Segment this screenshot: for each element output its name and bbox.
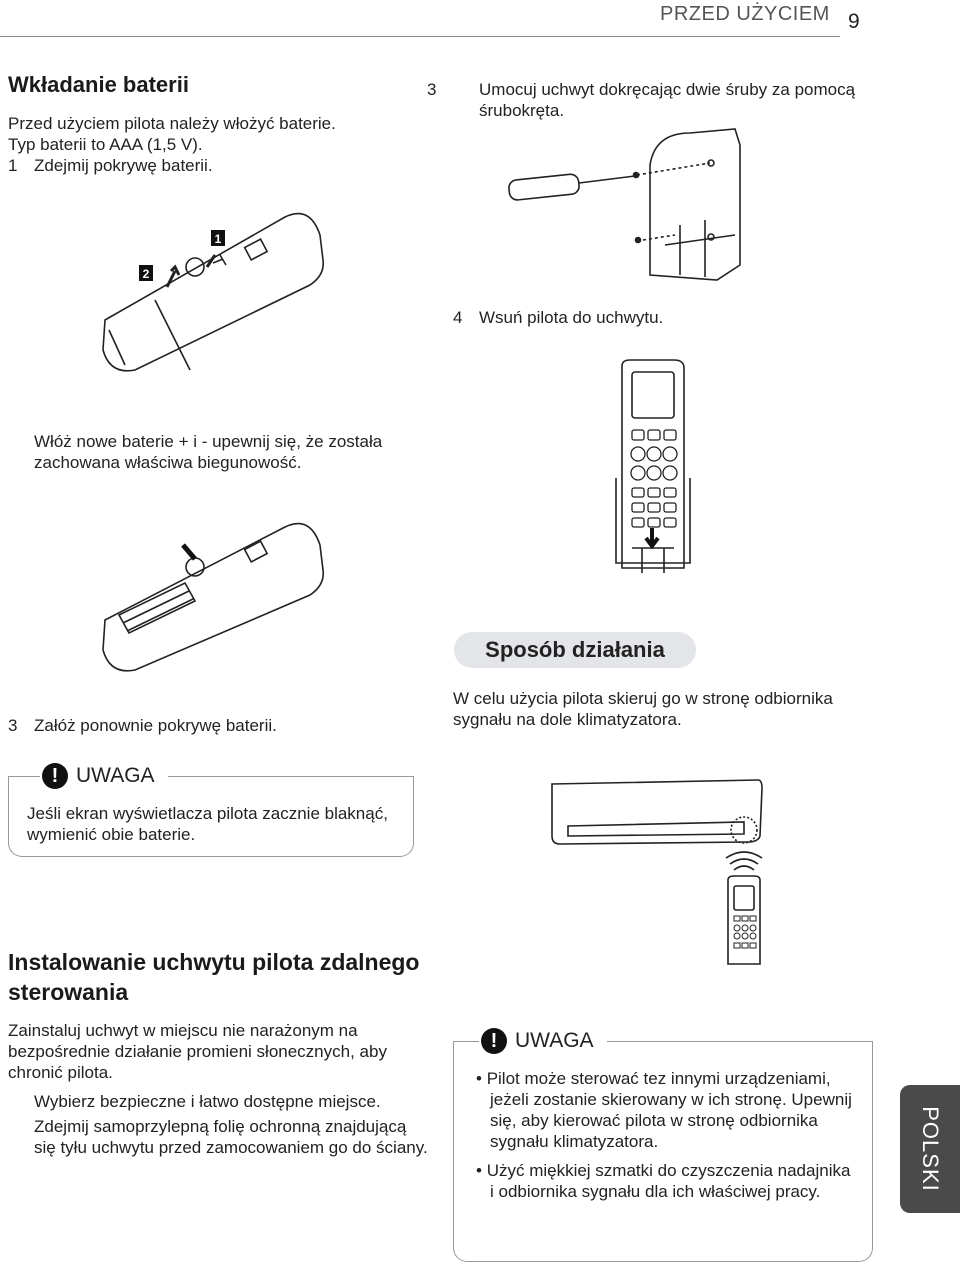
install-title: Instalowanie uchwytu pilota zdalnego sterowania bbox=[8, 949, 420, 1005]
battery-title: Wkładanie baterii bbox=[8, 72, 189, 97]
battery-step-3 bbox=[8, 715, 428, 736]
step-text: Wsuń pilota do uchwytu. bbox=[479, 308, 664, 327]
exclamation-icon: ! bbox=[42, 763, 68, 789]
remote-control-illustration bbox=[728, 876, 760, 964]
note-warning-1 bbox=[8, 763, 414, 857]
step-number bbox=[8, 1116, 34, 1137]
battery-intro bbox=[8, 113, 428, 176]
note-label: UWAGA bbox=[515, 1029, 594, 1052]
note-header bbox=[8, 763, 414, 791]
language-tab-label: POLSKI bbox=[918, 1106, 943, 1192]
step-number bbox=[8, 1091, 34, 1112]
step-label-1-text: 1 bbox=[214, 232, 222, 246]
holder-mount-illustration bbox=[505, 125, 765, 285]
note-warning-2 bbox=[453, 1028, 873, 1262]
step-number: 4 bbox=[453, 308, 463, 327]
note-body bbox=[453, 1042, 873, 1262]
step-number: 3 bbox=[427, 80, 437, 99]
install-step-1 bbox=[8, 1091, 428, 1112]
step-text: Załóż ponownie pokrywę baterii. bbox=[34, 716, 277, 735]
arrow-up-icon bbox=[167, 267, 179, 287]
operation-text: W celu użycia pilota skieruj go w stronę odbiornika sygnału na dole klimatyzatora. bbox=[453, 689, 833, 729]
note-bullet: • Pilot może sterować tez innymi urządzeniami, jeżeli zostanie skierowany w ich stronę. Upewnij się, aby kierować pilota w stronę odbiornika sygnału klimatyzatora. bbox=[476, 1069, 852, 1151]
note-text: Jeśli ekran wyświetlacza pilota zacznie blaknąć, wymienić obie baterie. bbox=[27, 804, 388, 844]
step-number: 1 bbox=[8, 156, 18, 175]
remote-in-holder-illustration bbox=[612, 358, 702, 580]
step-number bbox=[8, 431, 34, 452]
air-conditioner-scene-illustration bbox=[548, 778, 778, 968]
step-text: Włóż nowe baterie + i - upewnij się, że została zachowana właściwa biegunowość. bbox=[34, 432, 383, 472]
wireless-signal-icon bbox=[726, 852, 762, 870]
holder-step-4 bbox=[453, 307, 853, 328]
step-text: Zdejmij pokrywę baterii. bbox=[34, 156, 213, 175]
note-bullet-list bbox=[476, 1068, 858, 1202]
holder-step-3 bbox=[427, 79, 879, 121]
install-step-2 bbox=[8, 1116, 428, 1158]
screwdriver-illustration bbox=[508, 174, 635, 201]
step-text: Wybierz bezpieczne i łatwo dostępne miejsce. bbox=[34, 1092, 381, 1111]
install-intro: Zainstaluj uchwyt w miejscu nie narażonym na bezpośrednie działanie promieni słonecznych, aby chronić pilota. bbox=[8, 1021, 387, 1082]
remote-holder-illustration bbox=[650, 129, 740, 280]
battery-intro-line-2: Typ baterii to AAA (1,5 V). bbox=[8, 135, 203, 154]
note-rule-right bbox=[168, 776, 414, 777]
step-label-2 bbox=[139, 265, 153, 281]
battery-step-2 bbox=[8, 431, 454, 473]
step-number: 3 bbox=[8, 716, 18, 735]
battery-intro-line-1: Przed użyciem pilota należy włożyć baterie. bbox=[8, 114, 336, 133]
install-body bbox=[8, 1020, 428, 1158]
remote-batteries-illustration bbox=[95, 515, 335, 675]
arrow-insert-icon bbox=[183, 545, 195, 559]
battery-step-1 bbox=[8, 155, 428, 176]
step-label-1 bbox=[211, 230, 225, 246]
language-tab bbox=[900, 1085, 960, 1213]
page-number: 9 bbox=[848, 10, 860, 33]
note-header bbox=[453, 1028, 873, 1056]
step-label-2-text: 2 bbox=[142, 267, 150, 281]
remote-cover-illustration bbox=[95, 205, 335, 375]
note-bullet: • Użyć miękkiej szmatki do czyszczenia nadajnika i odbiornika sygnału dla ich właściwej pracy. bbox=[476, 1161, 851, 1201]
note-rule-right bbox=[607, 1041, 873, 1042]
step-text: Zdejmij samoprzylepną folię ochronną znajdującą się tyłu uchwytu przed zamocowaniem go do ściany. bbox=[34, 1117, 428, 1157]
arrow-down-icon bbox=[646, 528, 658, 546]
step-text: Umocuj uchwyt dokręcając dwie śruby za pomocą śrubokręta. bbox=[479, 80, 856, 120]
note-rule-left bbox=[453, 1041, 479, 1042]
operation-title: Sposób działania bbox=[454, 632, 696, 668]
section-title: PRZED UŻYCIEM bbox=[660, 3, 830, 25]
exclamation-icon: ! bbox=[481, 1028, 507, 1054]
note-label: UWAGA bbox=[76, 764, 155, 787]
note-rule-left bbox=[8, 776, 40, 777]
